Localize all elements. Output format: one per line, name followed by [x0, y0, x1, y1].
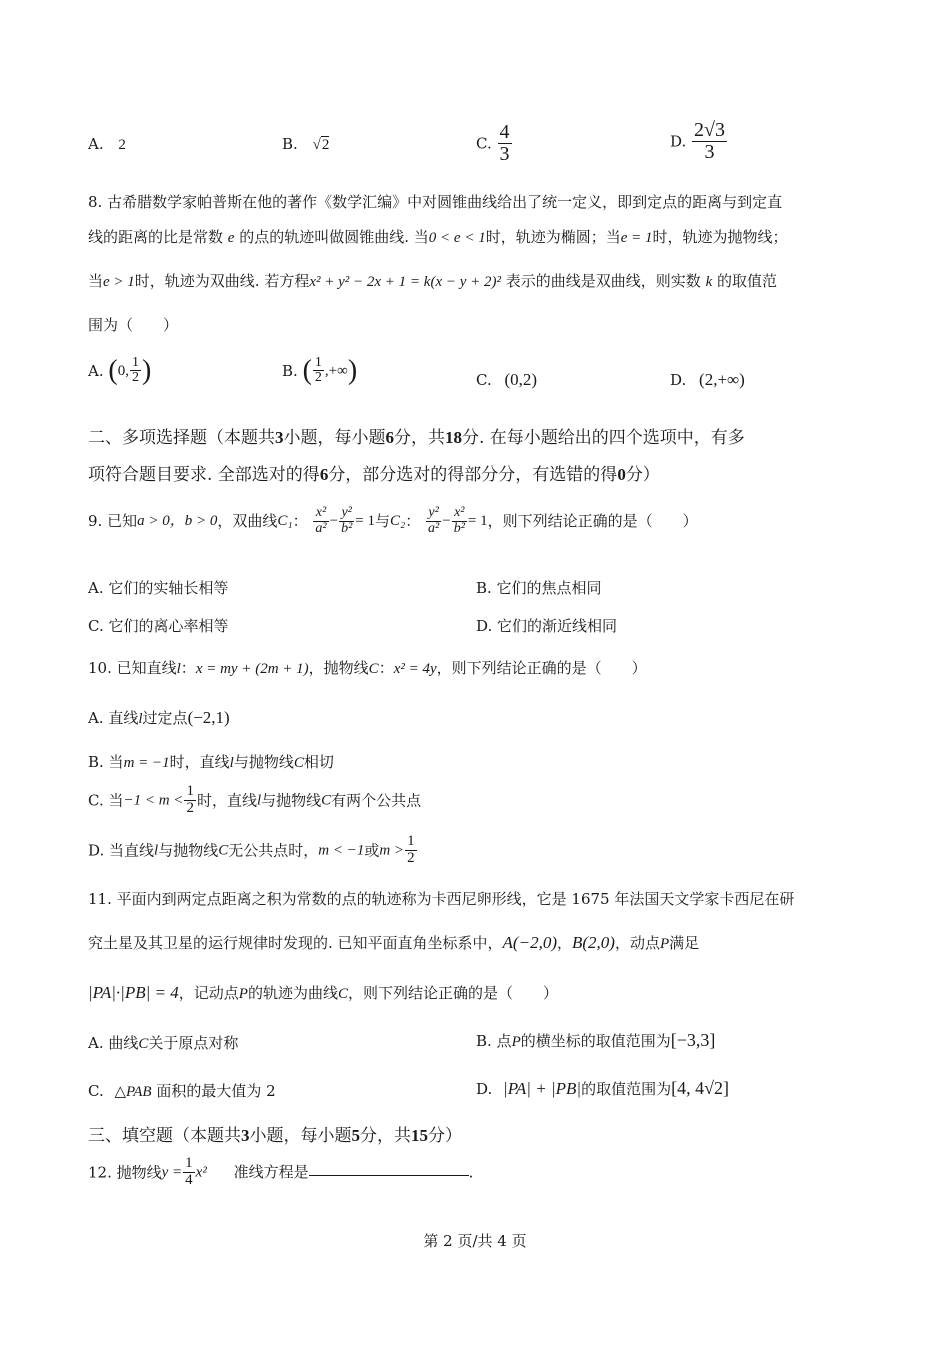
q8-option-b: B. ( $\frac{1}{2}$ ,+∞)	[282, 354, 358, 386]
q9-option-a: A. 它们的实轴长相等	[88, 579, 229, 597]
q7-option-d-fraction: $\frac{2√3}{3}$	[694, 119, 726, 163]
q8-equation: x² + y² − 2x + 1 = k(x − y + 2)²	[309, 274, 502, 290]
section-2-line-2: 项符合题目要求. 全部选对的得6分，部分选对的得部分分，有选错的得0分）	[88, 465, 660, 485]
q12-stem: 12. 抛物线y = $\frac{1}{4}$ x² 准线方程是 .	[88, 1155, 474, 1188]
q12-answer-blank[interactable]	[309, 1161, 469, 1176]
q10-option-d: D. 当直线l与抛物线C无公共点时，m < −1或m > $\frac{1}{2}$	[88, 833, 415, 866]
q8-line-1: 8. 古希腊数学家帕普斯在他的著作《数学汇编》中对圆锥曲线给出了统一定义，即到定点的距离与到定直	[88, 193, 783, 211]
q8-option-a: A. (0, $\frac{1}{2}$ )	[88, 354, 152, 386]
q11-option-c: C. △PAB 面积的最大值为 2	[88, 1082, 276, 1100]
q11-line-3: |PA|·|PB| = 4，记动点P的轨迹为曲线C，则下列结论正确的是（ ）	[88, 983, 558, 1002]
q8-option-d: D. (2,+∞)	[670, 370, 745, 389]
q11-option-a: A. 曲线C关于原点对称	[88, 1034, 239, 1052]
q10-option-c: C. 当−1 < m < $\frac{1}{2}$ 时，直线l与抛物线C有两个公共点	[88, 783, 422, 816]
q9-option-d: D. 它们的渐近线相同	[476, 617, 618, 635]
q7-option-a-value: 2	[118, 137, 126, 153]
page-footer: 第 2 页/共 4 页	[423, 1232, 527, 1250]
q8-line-2: 线的距离的比是常数 e 的点的轨迹叫做圆锥曲线. 当0 < e < 1时，轨迹为椭圆；当e = 1时，轨迹为抛物线；	[88, 228, 788, 246]
q11-line-1: 11. 平面内到两定点距离之积为常数的点的轨迹称为卡西尼卵形线，它是 1675 年法国天文学家卡西尼在研	[88, 890, 795, 908]
q11-line-2: 究土星及其卫星的运行规律时发现的. 已知平面直角坐标系中，A(−2,0)，B(2,0)，动点P满足	[88, 933, 700, 952]
q9-option-c: C. 它们的离心率相等	[88, 617, 229, 635]
q9-option-b: B. 它们的焦点相同	[476, 579, 602, 597]
q7-option-c: C. $\frac{4}{3}$	[476, 121, 510, 165]
q7-option-b-value: 2	[321, 137, 330, 153]
q9-stem: 9. 已知a > 0，b > 0，双曲线C₁： $\frac{\text{x²}}{\text{a²}}$ − $\frac{\text{y²}}{\text{b²}}$ = 1与C₂： $\frac{\text{y²}}{\text{a²}}$ − $\frac{\text{x²}}{\text{b²}}$ = 1，则下列结论正确的是（ ）	[88, 505, 698, 536]
section-2-line-1: 二、多项选择题（本题共3小题，每小题6分，共18分. 在每小题给出的四个选项中，有多	[88, 428, 745, 448]
q7-option-c-fraction: $\frac{4}{3}$	[499, 121, 510, 165]
q11-option-d: D. |PA| + |PB|的取值范围为[4, 4√2]	[476, 1078, 729, 1098]
q8-option-c: C. (0,2)	[476, 370, 538, 389]
q10-option-b: B. 当m = −1时，直线l与抛物线C相切	[88, 753, 334, 771]
q7-option-a: A. 2	[88, 135, 126, 153]
q7-option-b: B. √2	[282, 135, 330, 153]
q8-line-4: 围为（ ）	[88, 316, 179, 334]
q10-option-a: A. 直线l过定点(−2,1)	[88, 708, 230, 727]
q7-option-d: D. $\frac{2√3}{3}$	[670, 119, 726, 163]
section-3-header: 三、填空题（本题共3小题，每小题5分，共15分）	[88, 1126, 462, 1146]
q11-option-b: B. 点P的横坐标的取值范围为[−3,3]	[476, 1030, 716, 1050]
q8-line-3: 当e > 1时，轨迹为双曲线. 若方程x² + y² − 2x + 1 = k(x − y + 2)² 表示的曲线是双曲线，则实数 k 的取值范	[88, 272, 778, 290]
q10-stem: 10. 已知直线l：x = my + (2m + 1)，抛物线C：x² = 4y，则下列结论正确的是（ ）	[88, 659, 647, 677]
